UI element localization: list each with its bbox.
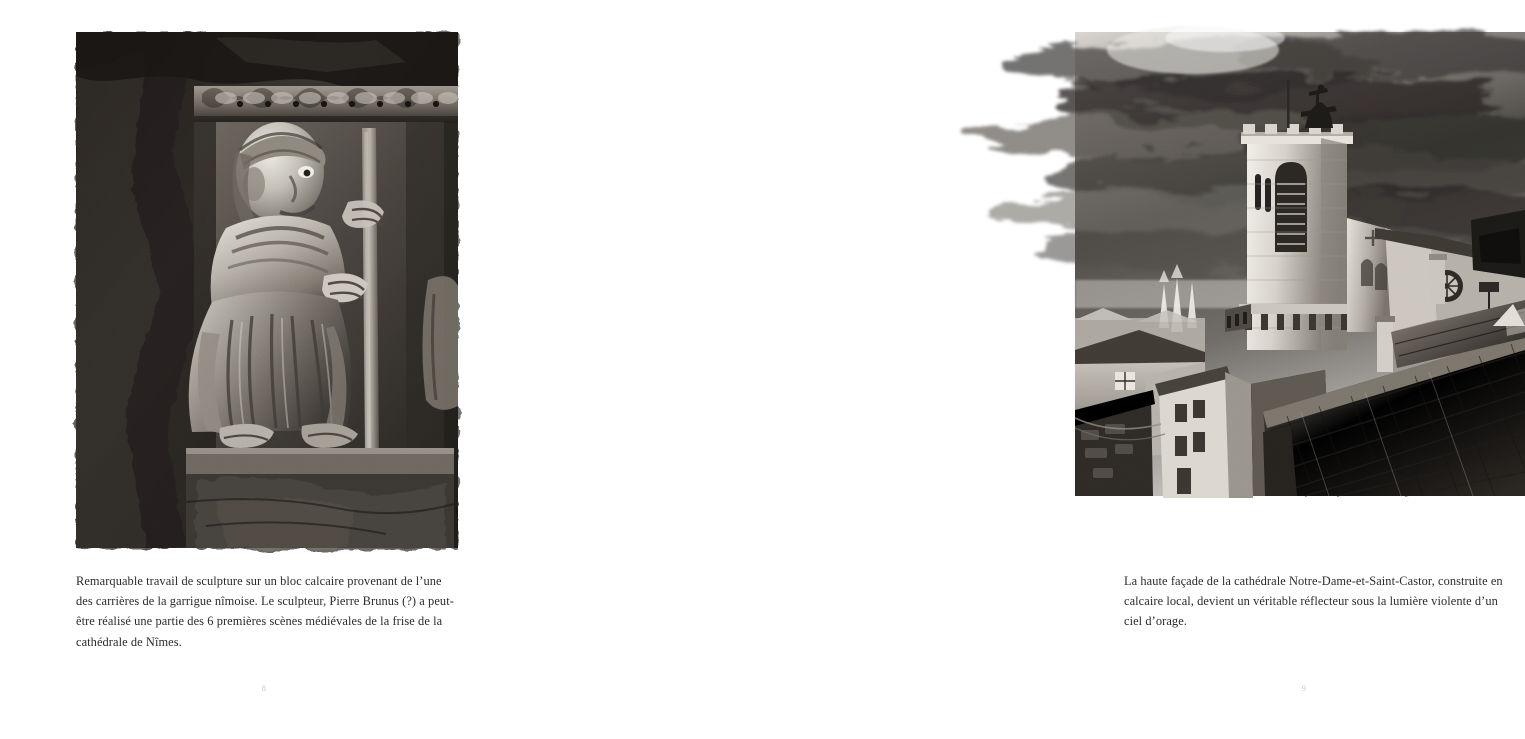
folio-left: 8 <box>261 683 267 693</box>
photo-cathedral-tower-stormy-sky <box>1075 32 1525 496</box>
caption-right-text: La haute façade de la cathédrale Notre-Dame-et-Saint-Castor, construite en calcaire local, devient un véritable réflecteur sous la lumière violente d’un ciel d’orage. <box>1124 574 1503 629</box>
caption-left-text: Remarquable travail de sculpture sur un bloc calcaire provenant de l’une des carrières de la garrigue nîmoise. Le sculpteur, Pierre Brunus (?) a peut-être réalisé une partie des 6 premières scènes médiévales de la frise de la cathédrale de Nîmes. <box>76 574 454 649</box>
stone-relief-illustration <box>76 32 458 548</box>
cathedral-storm-illustration <box>1075 32 1525 496</box>
caption-right <box>1124 571 1508 632</box>
page-right <box>524 0 1503 739</box>
photo-stone-relief-sculpture <box>76 32 458 548</box>
folio-right: 9 <box>1301 683 1307 693</box>
page-left <box>0 0 523 739</box>
caption-left <box>76 571 460 652</box>
